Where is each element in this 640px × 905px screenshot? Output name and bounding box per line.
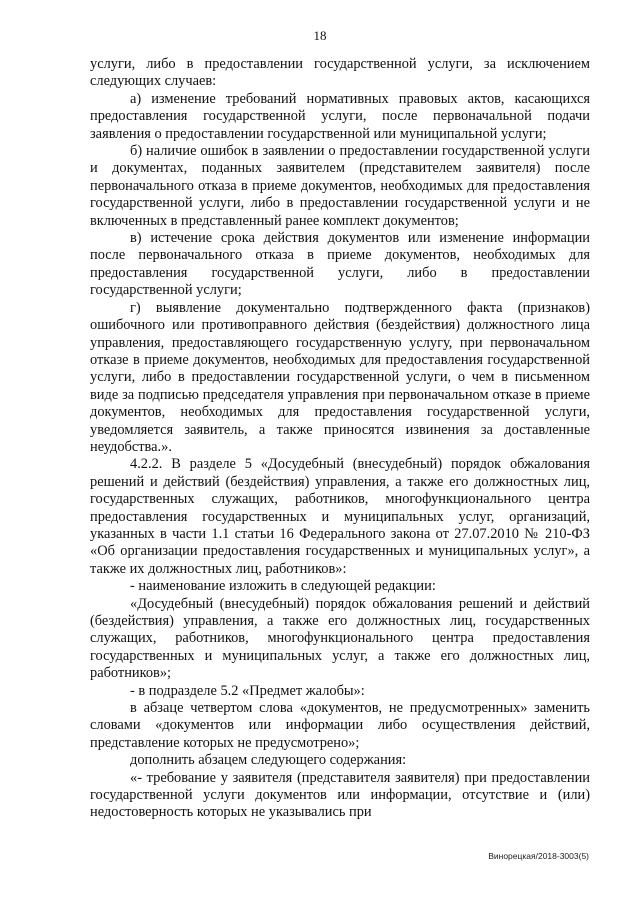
paragraph-subsection-5-2: - в подразделе 5.2 «Предмет жалобы»:	[130, 682, 365, 699]
page-number: 18	[313, 28, 327, 43]
paragraph-item-g: г) выявление документально подтвержденного факта (признаков) ошибочного или противоправного действия (бездействия) должностного лица управления, предоставляющего государственную услугу, при первоначальном отказе в приеме документов, необходимых для предоставления государственной услуги, либо в предоставлении государственной услуги, о чем в письменном виде за подписью председателя управления при первоначальном отказе в приеме документов, необходимых для предоставления государственной услуги, уведомляется заявитель, а также приносятся извинения за доставленные неудобства.».	[90, 299, 590, 455]
document-body	[90, 56, 590, 822]
paragraph-title-change: - наименование изложить в следующей редакции:	[130, 578, 436, 595]
paragraph-section-4-2-2: 4.2.2. В разделе 5 «Досудебный (внесудебный) порядок обжалования решений и действий (бездействия) управления, а также его должностных лиц, государственных служащих, работников, многофункционального центра предоставления государственных и муниципальных услуг, организаций, указанных в части 1.1 статьи 16 Федерального закона от 27.07.2010 № 210-ФЗ «Об организации предоставления государственных и муниципальных услуг», а также их должностных лиц, работников»:	[90, 456, 590, 577]
paragraph-item-b: б) наличие ошибок в заявлении о предоставлении государственной услуги и документах, поданных заявителем (представителем заявителя) после первоначального отказа в приеме документов, необходимых для предоставления государственной услуги, либо в предоставлении государственной услуги и не включенных в представленный ранее комплект документов;	[90, 143, 590, 229]
paragraph-item-a: а) изменение требований нормативных правовых актов, касающихся предоставления государственной услуги, после первоначальной подачи заявления о предоставлении государственной или муниципальной услуги;	[90, 90, 590, 142]
paragraph-new-title: «Досудебный (внесудебный) порядок обжалования решений и действий (бездействия) управления, а также его должностных лиц, государственных служащих, работников, многофункционального центра предоставления государственных и муниципальных услуг, а также его должностных лиц, работников»;	[90, 595, 590, 682]
document-code: Винорецкая/2018-3003(5)	[488, 851, 589, 861]
paragraph-replace-words: в абзаце четвертом слова «документов, не предусмотренных» заменить словами «документов или информации либо осуществления действий, представление которых не предусмотрено»;	[90, 700, 590, 751]
paragraph-new-clause: «- требование у заявителя (представителя заявителя) при предоставлении государственной услуги документов или информации, отсутствие и (или) недостоверность которых не указывались при	[90, 769, 590, 821]
paragraph-add-clause: дополнить абзацем следующего содержания:	[130, 752, 407, 769]
paragraph-continuation: услуги, либо в предоставлении государственной услуги, за исключением следующих случаев:	[90, 56, 590, 90]
paragraph-item-v: в) истечение срока действия документов или изменение информации после первоначального отказа в приеме документов, необходимых для предоставления государственной услуги, либо в предоставлении государственной услуги;	[90, 230, 590, 299]
